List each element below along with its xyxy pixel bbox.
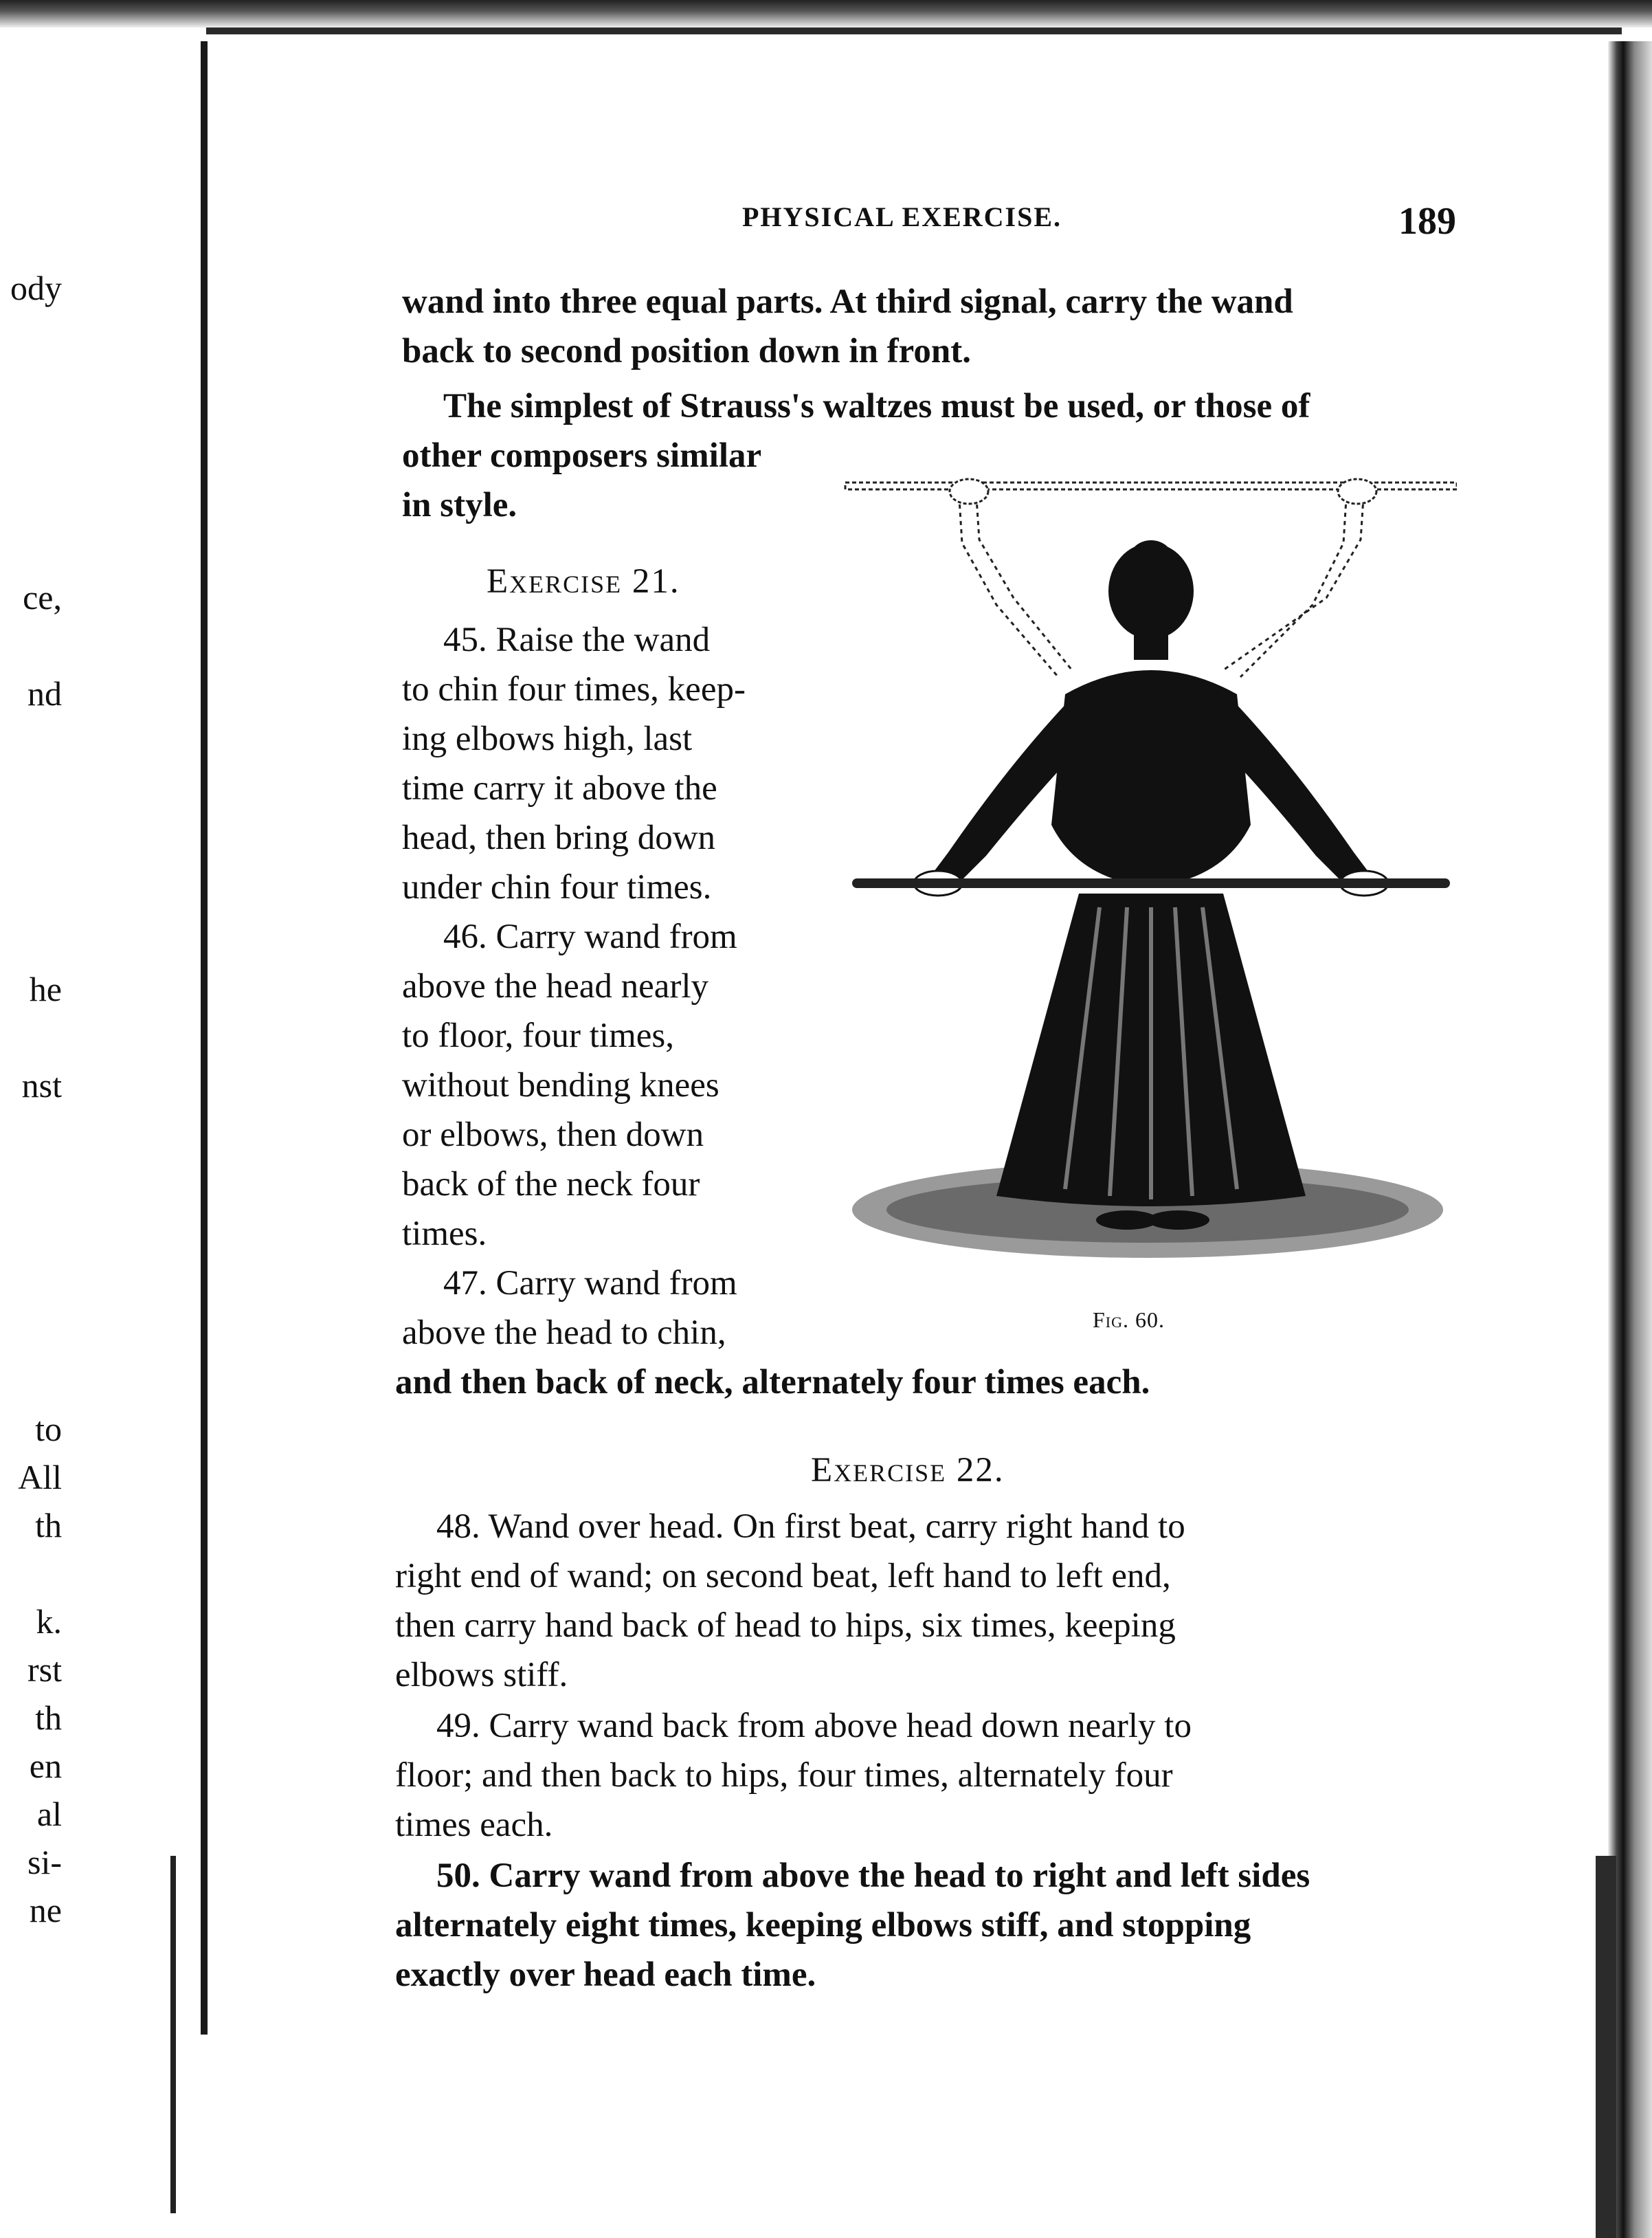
- text-line: or elbows, then down: [402, 1116, 704, 1154]
- page-top-edge: [206, 27, 1622, 34]
- book-gutter-lower: [170, 1856, 176, 2213]
- text-line: 50. Carry wand from above the head to right and left sides: [436, 1857, 1310, 1895]
- figure-caption: Fig. 60.: [1093, 1307, 1165, 1332]
- fragment: he: [29, 970, 62, 1008]
- intro-paragraph: [402, 277, 1467, 376]
- text-line: 49. Carry wand back from above head down nearly to: [436, 1707, 1192, 1745]
- text-line: to chin four times, keep-: [402, 670, 746, 709]
- exercise-47: [402, 1259, 811, 1358]
- text-line: above the head to chin,: [402, 1314, 726, 1352]
- fragment: rst: [27, 1650, 62, 1689]
- text-line: to floor, four times,: [402, 1017, 674, 1055]
- woman-with-wand-illustration: [838, 467, 1457, 1292]
- text-line: right end of wand; on second beat, left hand to left end,: [395, 1557, 1171, 1595]
- exercise-50: [395, 1851, 1460, 1999]
- text-line: alternately eight times, keeping elbows stiff, and stopping: [395, 1906, 1251, 1945]
- text-line: floor; and then back to hips, four times, alternately four: [395, 1756, 1173, 1795]
- text-line: 45. Raise the wand: [443, 621, 711, 659]
- exercise-49: [395, 1701, 1460, 1850]
- exercise-22-heading: Exercise 22.: [811, 1451, 1005, 1489]
- text-line: back of the neck four: [402, 1165, 700, 1204]
- text-line: other composers similar: [402, 436, 762, 475]
- fragment: si-: [27, 1843, 62, 1881]
- text-line: times each.: [395, 1806, 553, 1844]
- fragment: th: [35, 1698, 62, 1737]
- text-line: time carry it above the: [402, 769, 717, 808]
- fragment: nd: [27, 674, 62, 713]
- text-line: without bending knees: [402, 1066, 719, 1105]
- text-line: 46. Carry wand from: [443, 918, 737, 956]
- exercise-45: [402, 615, 811, 912]
- text-line: above the head nearly: [402, 967, 709, 1006]
- text-line: exactly over head each time.: [395, 1956, 816, 1994]
- exercise-21-heading: Exercise 21.: [487, 562, 680, 601]
- fragment: nst: [21, 1066, 62, 1105]
- text-line: elbows stiff.: [395, 1656, 568, 1694]
- running-title: PHYSICAL EXERCISE.: [742, 201, 1062, 232]
- scan-top-edge: [0, 0, 1652, 27]
- strauss-paragraph-first-line: The simplest of Strauss's waltzes must be used, or those of: [443, 387, 1310, 425]
- fragment: All: [18, 1458, 62, 1496]
- fragment: al: [36, 1795, 62, 1833]
- fragment: ody: [10, 269, 62, 307]
- text-line: ing elbows high, last: [402, 720, 693, 758]
- strauss-paragraph-rest: [402, 431, 811, 530]
- exercise-46: [402, 912, 811, 1259]
- exercise-47-continued: and then back of neck, alternately four times each.: [395, 1363, 1150, 1401]
- fragment: en: [29, 1747, 62, 1785]
- text-line: times.: [402, 1215, 487, 1253]
- text-line: 47. Carry wand from: [443, 1264, 737, 1303]
- text-line: back to second position down in front.: [402, 332, 971, 370]
- text-line: under chin four times.: [402, 868, 712, 907]
- fragment: th: [35, 1506, 62, 1544]
- exercise-48: [395, 1502, 1460, 1700]
- fragment: ne: [29, 1891, 62, 1929]
- text-line: then carry hand back of head to hips, six times, keeping: [395, 1606, 1176, 1645]
- page-right-edge-lower: [1596, 1856, 1616, 2238]
- text-line: wand into three equal parts. At third signal, carry the wand: [402, 282, 1293, 321]
- fragment: k.: [36, 1602, 62, 1641]
- book-gutter: [201, 41, 208, 2035]
- text-line: 48. Wand over head. On first beat, carry right hand to: [436, 1507, 1185, 1546]
- fragment: ce,: [23, 578, 62, 617]
- text-line: in style.: [402, 486, 517, 524]
- page-number: 189: [1398, 200, 1456, 243]
- text-line: head, then bring down: [402, 819, 716, 857]
- fragment: to: [35, 1410, 62, 1448]
